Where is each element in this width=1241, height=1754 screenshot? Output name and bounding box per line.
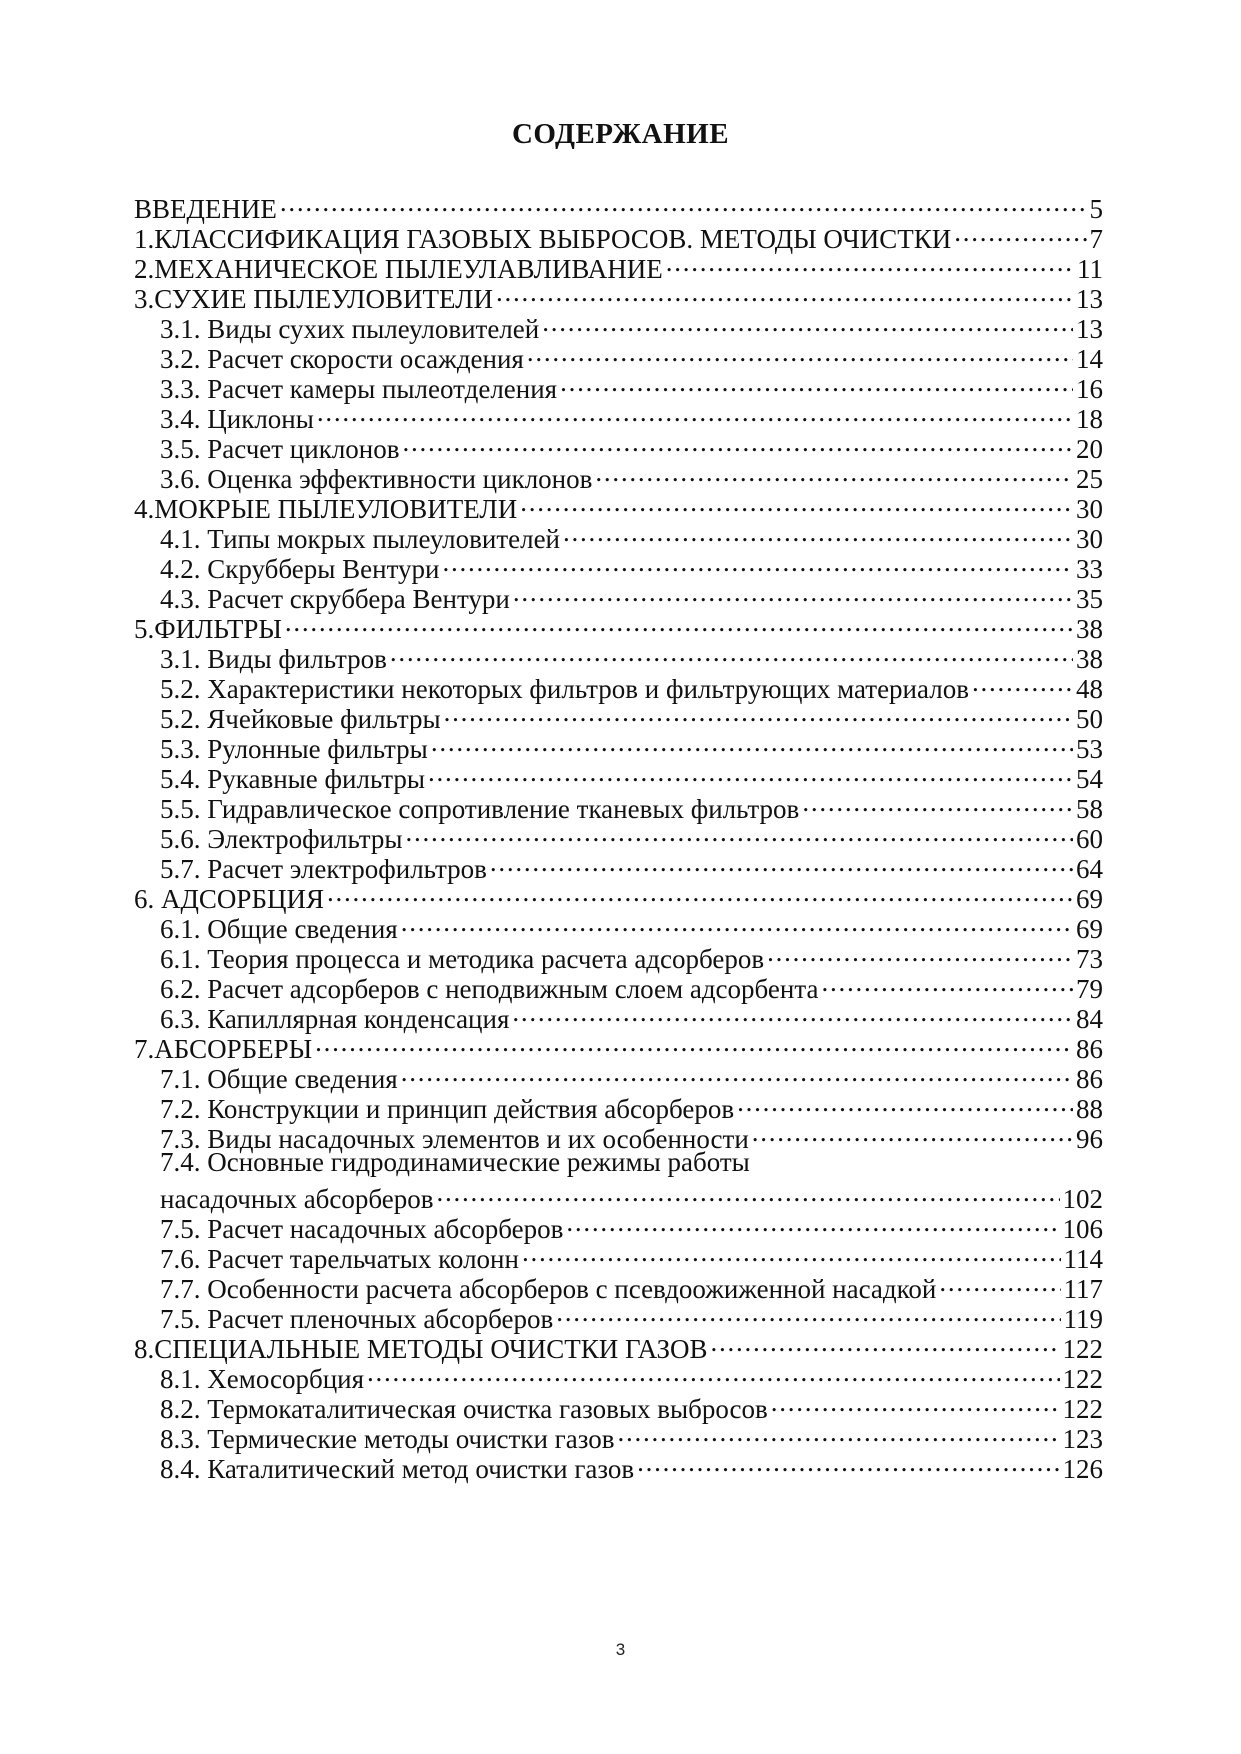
toc-entry-leader — [315, 1026, 1073, 1058]
toc-entry[interactable] — [160, 1206, 1103, 1244]
toc-entry[interactable] — [160, 726, 1103, 764]
toc-entry-leader — [771, 1386, 1060, 1418]
toc-entry-page: 38 — [1076, 644, 1103, 674]
toc-entry-page: 18 — [1076, 404, 1103, 434]
toc-entry-page: 38 — [1076, 614, 1103, 644]
toc-entry[interactable] — [160, 396, 1103, 434]
toc-entry[interactable] — [160, 546, 1103, 584]
toc-entry-leader — [542, 306, 1073, 338]
page-title: СОДЕРЖАНИЕ — [511, 118, 730, 150]
toc-entry-page: 48 — [1076, 674, 1103, 704]
toc-entry-page: 54 — [1076, 764, 1103, 794]
toc-entry[interactable] — [134, 606, 1103, 644]
toc-entry-page: 79 — [1076, 974, 1103, 1004]
toc-entry-leader — [390, 636, 1073, 668]
toc-entry-page: 14 — [1076, 344, 1103, 374]
toc-entry-label: 6.2. Расчет адсорберов с неподвижным слоем адсорбента — [160, 974, 819, 1004]
toc-entry-page: 30 — [1076, 524, 1103, 554]
toc-entry-page: 122 — [1062, 1334, 1103, 1364]
toc-entry-leader — [437, 1176, 1060, 1208]
toc-entry-label: 3.1. Виды фильтров — [160, 644, 387, 674]
toc-entry-leader — [520, 486, 1073, 518]
toc-entry-leader — [401, 1056, 1073, 1088]
toc-entry-page: 73 — [1076, 944, 1103, 974]
toc-entry[interactable] — [160, 996, 1103, 1034]
toc-entry-leader — [737, 1086, 1073, 1118]
toc-entry-page: 69 — [1076, 914, 1103, 944]
toc-entry-label: 6.1. Общие сведения — [160, 914, 398, 944]
toc-entry-page: 122 — [1062, 1394, 1103, 1424]
toc-entry-page: 123 — [1062, 1424, 1103, 1454]
toc-entry-label: 7.2. Конструкции и принцип действия абсорберов — [160, 1094, 735, 1124]
toc-entry-leader — [285, 606, 1073, 638]
toc-entry-leader — [954, 216, 1086, 248]
toc-entry-label: 5.2. Характеристики некоторых фильтров и фильтрующих материалов — [160, 674, 969, 704]
toc-entry-label: 7.АБСОРБЕРЫ — [134, 1034, 313, 1064]
toc-entry-leader — [431, 726, 1073, 758]
toc-entry[interactable] — [134, 216, 1103, 254]
toc-entry-leader — [327, 876, 1073, 908]
toc-entry-label: 8.СПЕЦИАЛЬНЫЕ МЕТОДЫ ОЧИСТКИ ГАЗОВ — [134, 1334, 708, 1364]
toc-entry-label: 8.4. Каталитический метод очистки газов — [160, 1454, 635, 1484]
toc-entry[interactable] — [160, 306, 1103, 344]
toc-entry-page: 86 — [1076, 1064, 1103, 1094]
toc-entry-leader — [939, 1266, 1060, 1298]
toc-entry-label: 1.КЛАССИФИКАЦИЯ ГАЗОВЫХ ВЫБРОСОВ. МЕТОДЫ ОЧИСТКИ — [134, 224, 952, 254]
toc-entry-label: 5.3. Рулонные фильтры — [160, 734, 428, 764]
toc-entry-leader — [444, 696, 1073, 728]
toc-entry-leader — [367, 1356, 1059, 1388]
toc-entry-label: 2.МЕХАНИЧЕСКОЕ ПЫЛЕУЛАВЛИВАНИЕ — [134, 254, 663, 284]
toc-entry[interactable] — [160, 426, 1103, 464]
toc-entry-label: насадочных абсорберов — [160, 1184, 434, 1214]
toc-entry-label: 3.4. Циклоны — [160, 404, 314, 434]
toc-entry-label: 5.2. Ячейковые фильтры — [160, 704, 441, 734]
toc-entry[interactable] — [160, 1386, 1103, 1424]
toc-entry[interactable] — [160, 456, 1103, 494]
toc-entry[interactable] — [160, 696, 1103, 734]
toc-entry[interactable] — [160, 576, 1103, 614]
toc-entry[interactable] — [160, 1116, 1103, 1154]
toc-entry[interactable] — [160, 516, 1103, 554]
toc-entry[interactable] — [160, 366, 1103, 404]
toc-entry-leader — [972, 666, 1073, 698]
toc-entry-leader — [496, 276, 1073, 308]
toc-entry-label: 5.ФИЛЬТРЫ — [134, 614, 282, 644]
toc-entry-label: 3.5. Расчет циклонов — [160, 434, 400, 464]
toc-entry-leader — [443, 546, 1074, 578]
toc-entry-label: 3.1. Виды сухих пылеуловителей — [160, 314, 540, 344]
toc-entry-page: 11 — [1077, 254, 1103, 284]
toc-entry-leader — [821, 966, 1073, 998]
toc-entry[interactable] — [160, 636, 1103, 674]
toc-entry-leader — [428, 756, 1073, 788]
toc-entry[interactable] — [134, 186, 1103, 224]
toc-entry[interactable] — [160, 1356, 1103, 1394]
toc-entry-page: 58 — [1076, 794, 1103, 824]
toc-entry[interactable] — [160, 666, 1103, 704]
toc-entry-page: 30 — [1076, 494, 1103, 524]
toc-entry-page: 25 — [1076, 464, 1103, 494]
toc-entry-label: 5.7. Расчет электрофильтров — [160, 854, 487, 884]
toc-entry[interactable] — [160, 966, 1103, 1004]
toc-entry-label: 3.СУХИЕ ПЫЛЕУЛОВИТЕЛИ — [134, 284, 493, 314]
toc-entry-page: 16 — [1076, 374, 1103, 404]
toc-entry-label: 4.МОКРЫЕ ПЫЛЕУЛОВИТЕЛИ — [134, 494, 518, 524]
toc-entry-page: 33 — [1076, 554, 1103, 584]
toc-entry-page: 84 — [1076, 1004, 1103, 1034]
toc-entry-page: 64 — [1076, 854, 1103, 884]
toc-entry-leader — [490, 846, 1073, 878]
toc-entry-label: 7.3. Виды насадочных элементов и их особенности — [160, 1124, 749, 1154]
toc-entry-leader — [527, 336, 1073, 368]
toc-entry[interactable] — [160, 1176, 1103, 1214]
toc-entry-label: 7.6. Расчет тарельчатых колонн — [160, 1244, 519, 1274]
toc-entry-leader — [280, 186, 1087, 218]
toc-entry-label: 5.4. Рукавные фильтры — [160, 764, 426, 794]
toc-entry-leader — [666, 246, 1074, 278]
toc-entry-label: 3.2. Расчет скорости осаждения — [160, 344, 524, 374]
toc-entry-page: 5 — [1089, 194, 1103, 224]
toc-entry-leader — [617, 1416, 1059, 1448]
toc-entry-page: 119 — [1063, 1304, 1103, 1334]
toc-entry[interactable] — [160, 816, 1103, 854]
toc-entry-leader — [560, 366, 1073, 398]
toc-entry-label: 3.3. Расчет камеры пылеотделения — [160, 374, 558, 404]
toc-entry-page: 50 — [1076, 704, 1103, 734]
toc-entry-leader — [566, 1206, 1059, 1238]
toc-entry[interactable] — [160, 846, 1103, 884]
toc-entry-page: 35 — [1076, 584, 1103, 614]
toc-entry[interactable] — [134, 486, 1103, 524]
toc-entry[interactable] — [134, 246, 1103, 284]
toc-entry[interactable] — [160, 1146, 1103, 1178]
toc-entry-label: 7.7. Особенности расчета абсорберов с псевдоожиженной насадкой — [160, 1274, 937, 1304]
toc-entry-leader — [563, 516, 1073, 548]
toc-entry-label: 7.1. Общие сведения — [160, 1064, 398, 1094]
toc-entry-leader — [752, 1116, 1073, 1148]
toc-entry-leader — [512, 996, 1073, 1028]
toc-entry[interactable] — [134, 276, 1103, 314]
toc-entry-leader — [556, 1296, 1060, 1328]
toc-entry-leader — [513, 576, 1073, 608]
toc-entry[interactable] — [160, 1086, 1103, 1124]
toc-entry-label: 6.3. Капиллярная конденсация — [160, 1004, 510, 1034]
toc-entry[interactable] — [134, 876, 1103, 914]
toc-entry-label: 8.1. Хемосорбция — [160, 1364, 365, 1394]
toc-entry-label: 4.2. Скрубберы Вентури — [160, 554, 440, 584]
toc-entry-page: 106 — [1062, 1214, 1103, 1244]
toc-entry-page: 13 — [1076, 284, 1103, 314]
toc-entry-page: 7 — [1089, 224, 1103, 254]
toc-entry[interactable] — [160, 1446, 1103, 1484]
toc-entry-leader — [802, 786, 1073, 818]
toc-entry[interactable] — [134, 1026, 1103, 1064]
toc-entry-label: 5.5. Гидравлическое сопротивление тканевых фильтров — [160, 794, 800, 824]
toc-entry-label: 6.1. Теория процесса и методика расчета адсорберов — [160, 944, 765, 974]
toc-entry-label: 8.3. Термические методы очистки газов — [160, 1424, 615, 1454]
toc-entry-page: 114 — [1063, 1244, 1103, 1274]
toc-entry-page: 96 — [1076, 1124, 1103, 1154]
toc-entry-leader — [595, 456, 1073, 488]
toc-entry[interactable] — [160, 786, 1103, 824]
toc-entry-page: 53 — [1076, 734, 1103, 764]
toc-entry-label: 5.6. Электрофильтры — [160, 824, 403, 854]
toc-entry-page: 60 — [1076, 824, 1103, 854]
toc-entry-page: 126 — [1062, 1454, 1103, 1484]
toc-entry-label: 6. АДСОРБЦИЯ — [134, 884, 324, 914]
toc-entry-label: 7.5. Расчет насадочных абсорберов — [160, 1214, 564, 1244]
toc-entry-leader — [637, 1446, 1059, 1478]
toc-entry-leader — [711, 1326, 1060, 1358]
page-number: 3 — [615, 1640, 626, 1659]
toc-entry-leader — [401, 906, 1073, 938]
toc-entry-leader — [406, 816, 1073, 848]
toc-entry-page: 69 — [1076, 884, 1103, 914]
toc-entry-page: 117 — [1063, 1274, 1103, 1304]
toc-entry-label: 4.3. Расчет скруббера Вентури — [160, 584, 510, 614]
toc-entry-page: 13 — [1076, 314, 1103, 344]
toc-entry-page: 20 — [1076, 434, 1103, 464]
toc-entry-label: 4.1. Типы мокрых пылеуловителей — [160, 524, 561, 554]
toc-entry-leader — [522, 1236, 1061, 1268]
toc-entry[interactable] — [160, 906, 1103, 944]
toc-entry-label: 8.2. Термокаталитическая очистка газовых выбросов — [160, 1394, 768, 1424]
toc-entry[interactable] — [134, 1326, 1103, 1364]
toc-entry-leader — [767, 936, 1073, 968]
toc-entry-page: 86 — [1076, 1034, 1103, 1064]
toc-entry-label: ВВЕДЕНИЕ — [134, 194, 277, 224]
toc-entry-leader — [403, 426, 1074, 458]
toc-entry-label: 3.6. Оценка эффективности циклонов — [160, 464, 593, 494]
toc-entry[interactable] — [160, 336, 1103, 374]
toc-entry[interactable] — [160, 1296, 1103, 1334]
toc-entry-label: 7.4. Основные гидродинамические режимы работы — [160, 1147, 750, 1177]
toc-entry[interactable] — [160, 756, 1103, 794]
toc-entry[interactable] — [160, 936, 1103, 974]
toc-entry[interactable] — [160, 1056, 1103, 1094]
toc-entry-page: 102 — [1062, 1184, 1103, 1214]
toc-entry-leader — [317, 396, 1073, 428]
toc-entry-page: 122 — [1062, 1364, 1103, 1394]
toc-entry-label: 7.5. Расчет пленочных абсорберов — [160, 1304, 554, 1334]
toc-entry[interactable] — [160, 1236, 1103, 1274]
toc-entry[interactable] — [160, 1266, 1103, 1304]
toc-entry-page: 88 — [1076, 1094, 1103, 1124]
toc-entry[interactable] — [160, 1416, 1103, 1454]
